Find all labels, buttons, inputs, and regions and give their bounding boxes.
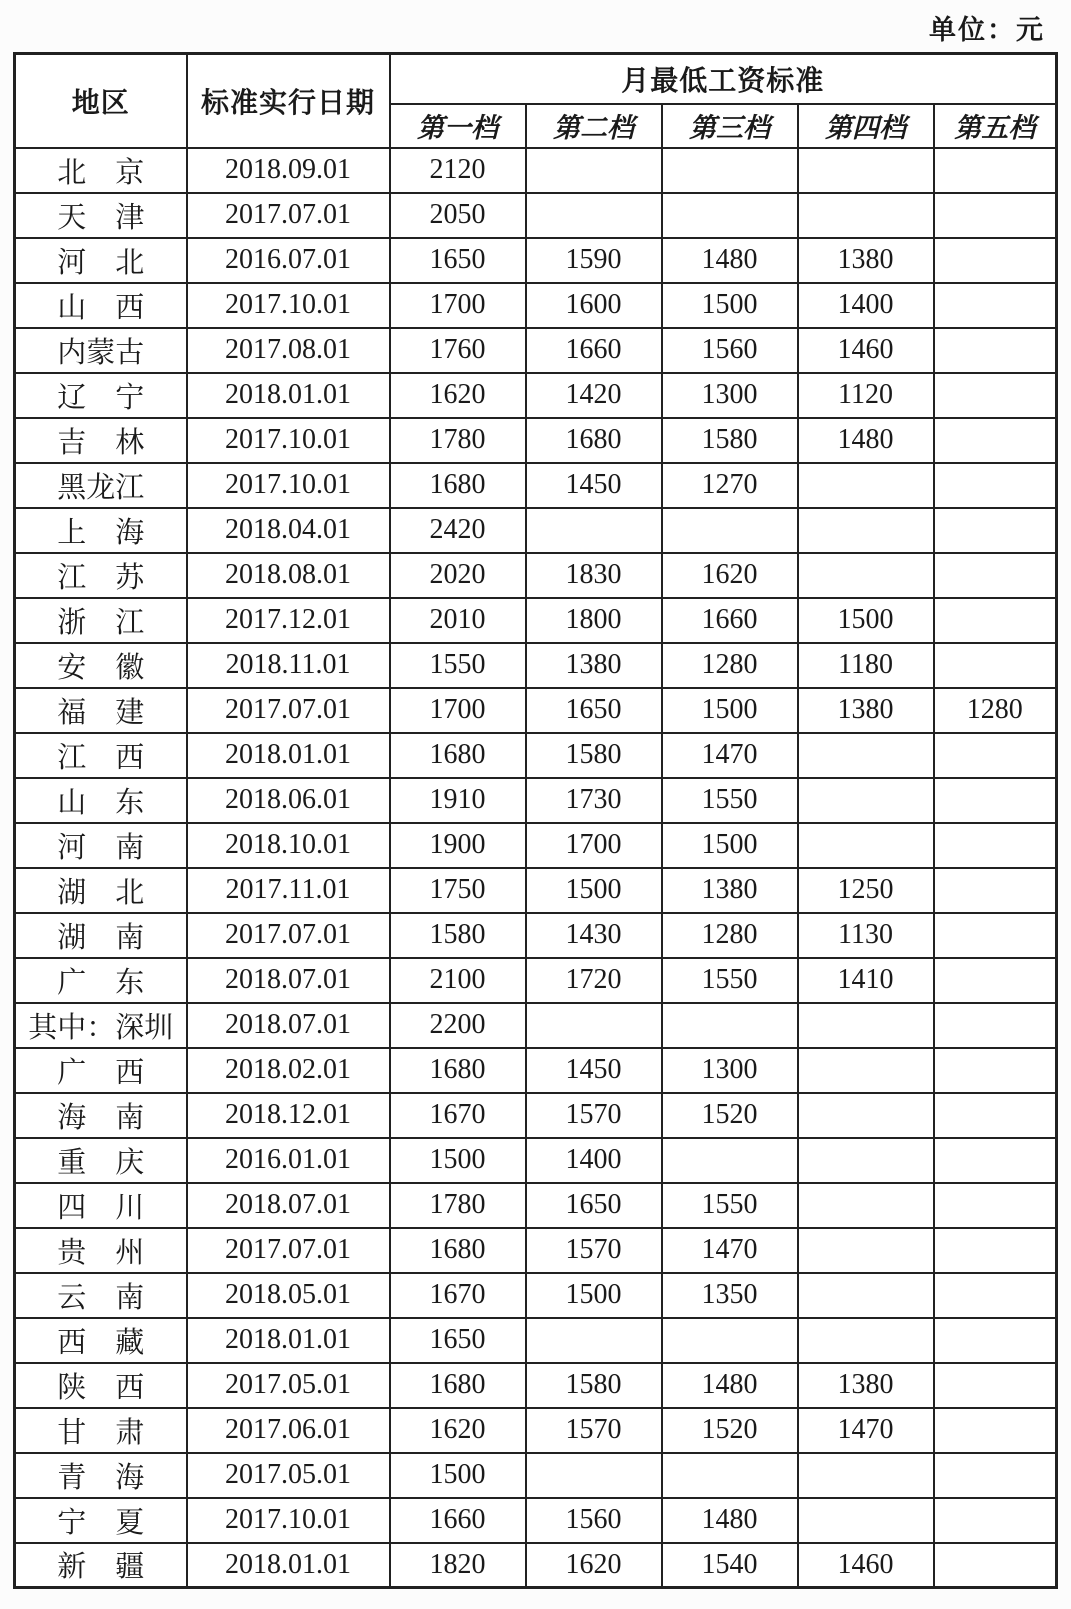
wage-cell-tier-5	[934, 373, 1057, 418]
wage-cell-tier-5	[934, 913, 1057, 958]
wage-cell-tier-5	[934, 1408, 1057, 1453]
wage-cell-tier-2: 1680	[526, 418, 662, 463]
header-row-group	[15, 54, 1057, 104]
wage-cell-tier-1: 2050	[390, 193, 526, 238]
date-cell: 2018.08.01	[187, 553, 390, 598]
region-cell: 北 京	[15, 148, 187, 193]
table-row	[15, 598, 1057, 643]
wage-cell-tier-3	[662, 508, 798, 553]
wage-cell-tier-4: 1380	[798, 1363, 934, 1408]
wage-cell-tier-5	[934, 1453, 1057, 1498]
wage-cell-tier-1: 1670	[390, 1093, 526, 1138]
wage-cell-tier-5	[934, 1318, 1057, 1363]
wage-cell-tier-4	[798, 553, 934, 598]
wage-cell-tier-4: 1460	[798, 328, 934, 373]
region-cell: 内蒙古	[15, 328, 187, 373]
table-row	[15, 1048, 1057, 1093]
wage-cell-tier-2: 1620	[526, 1543, 662, 1588]
wage-cell-tier-4: 1500	[798, 598, 934, 643]
wage-cell-tier-1: 1910	[390, 778, 526, 823]
table-row	[15, 1003, 1057, 1048]
table-row	[15, 643, 1057, 688]
table-row	[15, 238, 1057, 283]
wage-cell-tier-1: 1680	[390, 733, 526, 778]
date-cell: 2018.10.01	[187, 823, 390, 868]
table-row	[15, 193, 1057, 238]
region-cell: 陕 西	[15, 1363, 187, 1408]
wage-cell-tier-2: 1450	[526, 463, 662, 508]
wage-cell-tier-1: 1680	[390, 1228, 526, 1273]
wage-cell-tier-4: 1380	[798, 238, 934, 283]
table-row	[15, 463, 1057, 508]
wage-cell-tier-4	[798, 148, 934, 193]
wage-cell-tier-3: 1550	[662, 958, 798, 1003]
date-cell: 2017.07.01	[187, 193, 390, 238]
wage-cell-tier-5	[934, 1048, 1057, 1093]
wage-cell-tier-2: 1430	[526, 913, 662, 958]
wage-cell-tier-2: 1500	[526, 868, 662, 913]
wage-cell-tier-4	[798, 1183, 934, 1228]
wage-cell-tier-4	[798, 1228, 934, 1273]
wage-cell-tier-3: 1300	[662, 1048, 798, 1093]
wage-cell-tier-1: 2020	[390, 553, 526, 598]
date-cell: 2018.01.01	[187, 1318, 390, 1363]
date-cell: 2018.01.01	[187, 373, 390, 418]
wage-cell-tier-4: 1380	[798, 688, 934, 733]
wage-cell-tier-2: 1590	[526, 238, 662, 283]
date-cell: 2017.07.01	[187, 688, 390, 733]
wage-cell-tier-1: 1660	[390, 1498, 526, 1543]
wage-cell-tier-1: 1760	[390, 328, 526, 373]
wage-cell-tier-4	[798, 1498, 934, 1543]
date-cell: 2017.06.01	[187, 1408, 390, 1453]
wage-cell-tier-4	[798, 508, 934, 553]
date-cell: 2017.10.01	[187, 463, 390, 508]
wage-cell-tier-2: 1700	[526, 823, 662, 868]
table-row	[15, 823, 1057, 868]
wage-cell-tier-5	[934, 418, 1057, 463]
wage-cell-tier-2: 1720	[526, 958, 662, 1003]
date-cell: 2017.08.01	[187, 328, 390, 373]
wage-cell-tier-3: 1380	[662, 868, 798, 913]
col-header-tier-1: 第一档	[390, 104, 526, 148]
wage-cell-tier-3: 1550	[662, 778, 798, 823]
date-cell: 2017.10.01	[187, 1498, 390, 1543]
wage-cell-tier-3	[662, 1453, 798, 1498]
region-cell: 山 西	[15, 283, 187, 328]
region-cell: 云 南	[15, 1273, 187, 1318]
wage-cell-tier-4: 1180	[798, 643, 934, 688]
table-row	[15, 1363, 1057, 1408]
wage-cell-tier-4	[798, 1273, 934, 1318]
table-row	[15, 1318, 1057, 1363]
wage-cell-tier-3: 1480	[662, 1363, 798, 1408]
wage-cell-tier-2: 1570	[526, 1093, 662, 1138]
wage-cell-tier-3: 1540	[662, 1543, 798, 1588]
wage-cell-tier-3: 1300	[662, 373, 798, 418]
date-cell: 2018.07.01	[187, 1183, 390, 1228]
region-cell: 山 东	[15, 778, 187, 823]
wage-cell-tier-2: 1650	[526, 1183, 662, 1228]
date-cell: 2017.05.01	[187, 1363, 390, 1408]
region-cell: 黑龙江	[15, 463, 187, 508]
region-cell: 贵 州	[15, 1228, 187, 1273]
wage-cell-tier-1: 1550	[390, 643, 526, 688]
wage-cell-tier-2: 1830	[526, 553, 662, 598]
region-cell: 江 西	[15, 733, 187, 778]
col-header-tier-5: 第五档	[934, 104, 1057, 148]
table-row	[15, 418, 1057, 463]
wage-cell-tier-3: 1280	[662, 913, 798, 958]
wage-cell-tier-4: 1250	[798, 868, 934, 913]
region-cell: 西 藏	[15, 1318, 187, 1363]
wage-cell-tier-5	[934, 733, 1057, 778]
region-cell: 上 海	[15, 508, 187, 553]
date-cell: 2017.12.01	[187, 598, 390, 643]
wage-cell-tier-3: 1500	[662, 823, 798, 868]
wage-cell-tier-2: 1580	[526, 1363, 662, 1408]
region-cell: 浙 江	[15, 598, 187, 643]
wage-cell-tier-3: 1470	[662, 733, 798, 778]
date-cell: 2017.11.01	[187, 868, 390, 913]
wage-cell-tier-2: 1660	[526, 328, 662, 373]
wage-cell-tier-4	[798, 463, 934, 508]
table-row	[15, 148, 1057, 193]
date-cell: 2017.07.01	[187, 1228, 390, 1273]
table-row	[15, 553, 1057, 598]
wage-cell-tier-1: 1620	[390, 1408, 526, 1453]
wage-cell-tier-5	[934, 1183, 1057, 1228]
date-cell: 2017.05.01	[187, 1453, 390, 1498]
wage-cell-tier-1: 2120	[390, 148, 526, 193]
wage-cell-tier-5	[934, 148, 1057, 193]
wage-cell-tier-1: 1700	[390, 283, 526, 328]
region-cell: 河 南	[15, 823, 187, 868]
wage-cell-tier-2: 1380	[526, 643, 662, 688]
wage-cell-tier-4: 1480	[798, 418, 934, 463]
table-body	[15, 148, 1057, 1588]
wage-cell-tier-1: 1700	[390, 688, 526, 733]
wage-cell-tier-2: 1420	[526, 373, 662, 418]
wage-cell-tier-5	[934, 643, 1057, 688]
table-row	[15, 1183, 1057, 1228]
region-cell: 四 川	[15, 1183, 187, 1228]
wage-cell-tier-5	[934, 1363, 1057, 1408]
wage-cell-tier-2	[526, 508, 662, 553]
wage-cell-tier-3: 1470	[662, 1228, 798, 1273]
wage-cell-tier-1: 1680	[390, 1363, 526, 1408]
region-cell: 青 海	[15, 1453, 187, 1498]
region-cell: 安 徽	[15, 643, 187, 688]
table-row	[15, 373, 1057, 418]
wage-cell-tier-5	[934, 1543, 1057, 1588]
wage-cell-tier-2: 1570	[526, 1408, 662, 1453]
date-cell: 2018.06.01	[187, 778, 390, 823]
wage-cell-tier-3	[662, 148, 798, 193]
wage-cell-tier-5	[934, 823, 1057, 868]
wage-cell-tier-1: 2100	[390, 958, 526, 1003]
table-row	[15, 508, 1057, 553]
date-cell: 2016.07.01	[187, 238, 390, 283]
table-row	[15, 913, 1057, 958]
wage-cell-tier-5	[934, 283, 1057, 328]
wage-cell-tier-3: 1500	[662, 688, 798, 733]
table-row	[15, 1138, 1057, 1183]
date-cell: 2018.02.01	[187, 1048, 390, 1093]
region-cell: 湖 南	[15, 913, 187, 958]
wage-cell-tier-2	[526, 1318, 662, 1363]
wage-cell-tier-3: 1660	[662, 598, 798, 643]
wage-cell-tier-3: 1480	[662, 1498, 798, 1543]
wage-cell-tier-4: 1400	[798, 283, 934, 328]
wage-cell-tier-4: 1410	[798, 958, 934, 1003]
wage-cell-tier-1: 1780	[390, 418, 526, 463]
wage-cell-tier-1: 1580	[390, 913, 526, 958]
wage-cell-tier-4: 1460	[798, 1543, 934, 1588]
date-cell: 2017.07.01	[187, 913, 390, 958]
wage-cell-tier-5	[934, 868, 1057, 913]
wage-cell-tier-4	[798, 1048, 934, 1093]
wage-cell-tier-1: 1650	[390, 1318, 526, 1363]
table-row	[15, 1498, 1057, 1543]
wage-cell-tier-4	[798, 823, 934, 868]
region-cell: 福 建	[15, 688, 187, 733]
date-cell: 2017.10.01	[187, 418, 390, 463]
table-row	[15, 1408, 1057, 1453]
date-cell: 2017.10.01	[187, 283, 390, 328]
date-cell: 2018.12.01	[187, 1093, 390, 1138]
minimum-wage-table	[13, 52, 1058, 1589]
region-cell: 湖 北	[15, 868, 187, 913]
wage-cell-tier-4	[798, 1138, 934, 1183]
wage-cell-tier-2: 1730	[526, 778, 662, 823]
wage-cell-tier-3	[662, 1138, 798, 1183]
date-cell: 2018.01.01	[187, 733, 390, 778]
wage-cell-tier-1: 2010	[390, 598, 526, 643]
wage-cell-tier-1: 2200	[390, 1003, 526, 1048]
region-cell: 广 东	[15, 958, 187, 1003]
wage-cell-tier-3: 1560	[662, 328, 798, 373]
wage-cell-tier-4	[798, 1318, 934, 1363]
wage-cell-tier-2	[526, 1003, 662, 1048]
wage-cell-tier-5	[934, 1498, 1057, 1543]
region-cell: 甘 肃	[15, 1408, 187, 1453]
wage-cell-tier-1: 2420	[390, 508, 526, 553]
col-header-tier-4: 第四档	[798, 104, 934, 148]
col-header-tier-3: 第三档	[662, 104, 798, 148]
wage-cell-tier-3: 1520	[662, 1408, 798, 1453]
wage-cell-tier-1: 1820	[390, 1543, 526, 1588]
wage-cell-tier-4	[798, 1453, 934, 1498]
wage-cell-tier-5	[934, 778, 1057, 823]
region-cell: 天 津	[15, 193, 187, 238]
wage-cell-tier-4	[798, 778, 934, 823]
region-cell: 其中：深圳	[15, 1003, 187, 1048]
wage-cell-tier-4: 1130	[798, 913, 934, 958]
wage-cell-tier-3	[662, 1003, 798, 1048]
region-cell: 江 苏	[15, 553, 187, 598]
wage-cell-tier-1: 1680	[390, 1048, 526, 1093]
wage-cell-tier-3: 1270	[662, 463, 798, 508]
region-cell: 辽 宁	[15, 373, 187, 418]
wage-cell-tier-2: 1650	[526, 688, 662, 733]
wage-cell-tier-5	[934, 1228, 1057, 1273]
wage-cell-tier-3: 1520	[662, 1093, 798, 1138]
wage-cell-tier-5	[934, 553, 1057, 598]
date-cell: 2018.11.01	[187, 643, 390, 688]
table-header	[15, 54, 1057, 148]
wage-cell-tier-5	[934, 598, 1057, 643]
region-cell: 广 西	[15, 1048, 187, 1093]
date-cell: 2016.01.01	[187, 1138, 390, 1183]
wage-cell-tier-5	[934, 508, 1057, 553]
wage-cell-tier-2: 1570	[526, 1228, 662, 1273]
wage-cell-tier-4: 1470	[798, 1408, 934, 1453]
table-row	[15, 688, 1057, 733]
col-header-wage-group: 月最低工资标准	[390, 54, 1057, 104]
table-row	[15, 1543, 1057, 1588]
wage-cell-tier-5	[934, 958, 1057, 1003]
wage-cell-tier-5	[934, 238, 1057, 283]
wage-cell-tier-1: 1750	[390, 868, 526, 913]
date-cell: 2018.05.01	[187, 1273, 390, 1318]
wage-cell-tier-5	[934, 463, 1057, 508]
table-row	[15, 868, 1057, 913]
wage-cell-tier-2	[526, 193, 662, 238]
wage-cell-tier-1: 1500	[390, 1453, 526, 1498]
wage-cell-tier-3: 1580	[662, 418, 798, 463]
table-row	[15, 328, 1057, 373]
table-row	[15, 1273, 1057, 1318]
wage-cell-tier-1: 1500	[390, 1138, 526, 1183]
table-row	[15, 778, 1057, 823]
wage-cell-tier-5	[934, 1273, 1057, 1318]
wage-cell-tier-4	[798, 193, 934, 238]
col-header-tier-2: 第二档	[526, 104, 662, 148]
region-cell: 吉 林	[15, 418, 187, 463]
wage-cell-tier-1: 1670	[390, 1273, 526, 1318]
date-cell: 2018.01.01	[187, 1543, 390, 1588]
wage-cell-tier-5	[934, 328, 1057, 373]
wage-cell-tier-1: 1620	[390, 373, 526, 418]
table-row	[15, 733, 1057, 778]
unit-label: 单位：元	[929, 15, 1045, 45]
wage-cell-tier-2: 1450	[526, 1048, 662, 1093]
wage-cell-tier-2	[526, 1453, 662, 1498]
table-row	[15, 283, 1057, 328]
wage-cell-tier-3: 1350	[662, 1273, 798, 1318]
wage-cell-tier-5	[934, 1093, 1057, 1138]
region-cell: 宁 夏	[15, 1498, 187, 1543]
wage-cell-tier-2: 1560	[526, 1498, 662, 1543]
date-cell: 2018.04.01	[187, 508, 390, 553]
col-header-region: 地区	[15, 54, 187, 148]
table-row	[15, 1093, 1057, 1138]
wage-cell-tier-5: 1280	[934, 688, 1057, 733]
region-cell: 海 南	[15, 1093, 187, 1138]
date-cell: 2018.09.01	[187, 148, 390, 193]
region-cell: 河 北	[15, 238, 187, 283]
wage-cell-tier-4: 1120	[798, 373, 934, 418]
region-cell: 重 庆	[15, 1138, 187, 1183]
wage-cell-tier-2: 1600	[526, 283, 662, 328]
wage-cell-tier-4	[798, 1093, 934, 1138]
wage-cell-tier-2: 1400	[526, 1138, 662, 1183]
wage-cell-tier-2: 1580	[526, 733, 662, 778]
wage-cell-tier-3: 1500	[662, 283, 798, 328]
wage-cell-tier-1: 1900	[390, 823, 526, 868]
table-row	[15, 1453, 1057, 1498]
wage-cell-tier-3	[662, 193, 798, 238]
col-header-date: 标准实行日期	[187, 54, 390, 148]
wage-cell-tier-5	[934, 193, 1057, 238]
wage-cell-tier-2: 1500	[526, 1273, 662, 1318]
date-cell: 2018.07.01	[187, 1003, 390, 1048]
table-row	[15, 1228, 1057, 1273]
wage-cell-tier-1: 1650	[390, 238, 526, 283]
wage-cell-tier-3: 1620	[662, 553, 798, 598]
wage-cell-tier-3	[662, 1318, 798, 1363]
table-row	[15, 958, 1057, 1003]
wage-cell-tier-5	[934, 1138, 1057, 1183]
wage-cell-tier-3: 1550	[662, 1183, 798, 1228]
wage-cell-tier-1: 1680	[390, 463, 526, 508]
wage-cell-tier-4	[798, 1003, 934, 1048]
wage-cell-tier-3: 1480	[662, 238, 798, 283]
wage-cell-tier-4	[798, 733, 934, 778]
wage-cell-tier-2	[526, 148, 662, 193]
date-cell: 2018.07.01	[187, 958, 390, 1003]
wage-cell-tier-5	[934, 1003, 1057, 1048]
wage-cell-tier-2: 1800	[526, 598, 662, 643]
region-cell: 新 疆	[15, 1543, 187, 1588]
wage-cell-tier-3: 1280	[662, 643, 798, 688]
wage-cell-tier-1: 1780	[390, 1183, 526, 1228]
